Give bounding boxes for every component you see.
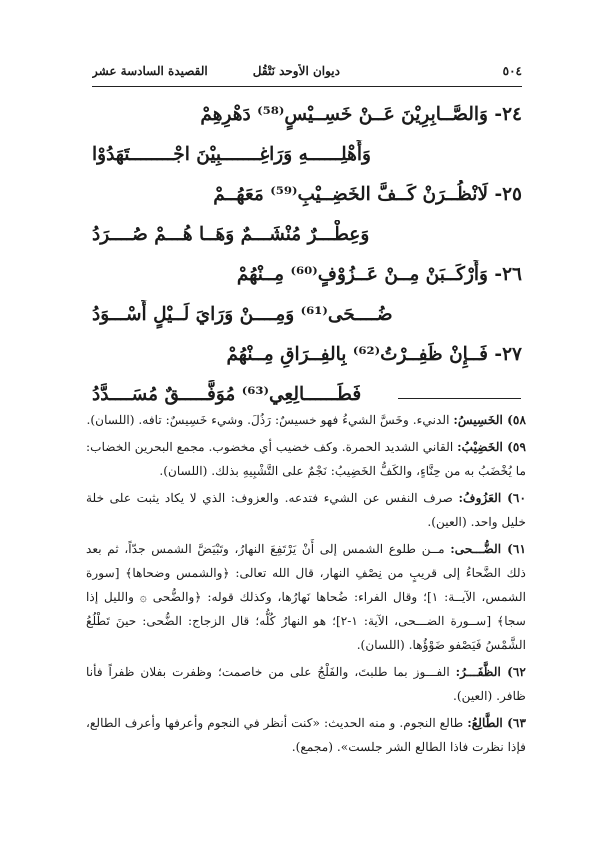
footnote-term: ٥٨) الخَسِيسُ: <box>453 413 526 427</box>
footnote-62 <box>86 660 526 708</box>
section-title: القصيدة السادسة عشر <box>92 64 208 78</box>
verse-text: فَطَــــــالِعِي⁽⁶³⁾ مُوَفَّـــــقٌ مُسَــــدَّدُ <box>92 384 362 405</box>
verse-25-first-hemistich <box>92 180 522 216</box>
footnote-61 <box>86 537 526 657</box>
header-rule <box>92 86 522 87</box>
footnote-text: طالع النجوم. و منه الحديث: «كنت أنظر في النجوم وأعرفها وأعرف الطالع، فإذا نظرت فاذا الطالع الشر جلست». (مجمع). <box>86 716 526 754</box>
verse-25-second-hemistich <box>92 220 522 256</box>
poem-verses <box>92 100 522 420</box>
footnote-text: مــن طلوع الشمس إلى أَنْ يَرْتَفِعَ النهارُ، وتَبْيَضَّ الشمس جدّاً، ثم بعد ذلك الضَّحاءُ إلى قريبٍ من نِصْفِ النهار، قال الله تعالى: ﴿والشمس وضحاها﴾ [سورة الشمس، الآيــة: ١]؛ وقال الفراء: ضُحاها نَهارُها، وكذلك قوله: ﴿والضُّحى ۞ والليل إذا سجا﴾ [ســورة الضـــحى، الآية: ١-٢]؛ هو النهارُ كُلُّه؛ قال الزجاج: الضُّحى: حينَ تَطْلُعُ الشَّمْسُ فَيَصْفو ضَوْؤُها. (اللسان). <box>86 542 526 652</box>
page-header <box>92 64 522 82</box>
footnotes <box>86 408 526 762</box>
verse-text: ٢٤- وَالصَّــابِرِيْنَ عَــنْ خَسِــيْسٍ⁽⁵⁸⁾ دَهْرِهِمْ <box>200 104 522 125</box>
verse-26-first-hemistich <box>92 260 522 296</box>
verse-24-first-hemistich <box>92 100 522 136</box>
footnote-term: ٦٠) العَزُوفُ: <box>458 491 526 505</box>
verse-text: وَعِطْـــرٌ مُنْشَـــمٌ وَهَــا هُـــمْ صُــــرَدُ <box>92 224 370 245</box>
footnote-term: ٦٢) الظَّفَـــرُ: <box>455 665 526 679</box>
footnote-term: ٦١) الضُّـــحى: <box>450 542 526 556</box>
footnote-text: الفـــوز بما طلبتَ، والفَلْجُ على من خاصمت؛ وظفرت بفلان ظفراً فأنا ظافر. (العين). <box>86 665 526 703</box>
footnote-58 <box>86 408 526 432</box>
footnote-text: القاني الشديد الحمرة. وكف خضيب أي مخضوب. مجمع البحرين الخضاب: ما يُخْضَبُ به من حِنَّاءٍ، والكَفُّ الخَضِيبُ: نَجْمٌ على التَّشْبِيهِ بذلك. (اللسان). <box>86 440 526 478</box>
verse-26-second-hemistich <box>92 300 522 336</box>
verse-text: ٢٥- لَانْظُــرَنْ كَــفَّ الخَضِــيْبِ⁽⁵⁹⁾ مَعَهُــمْ <box>213 184 522 205</box>
footnote-term: ٦٣) الطَّالِعُ: <box>467 716 526 730</box>
footnote-term: ٥٩) الخَضِيْبُ: <box>457 440 526 454</box>
footnote-text: صرف النفس عن الشيء فتدعه. والعزوف: الذي لا يكاد يثبت على خلة خليل واحد. (العين). <box>86 491 526 529</box>
book-title: ديوان الأوحد نَتْقُل <box>252 64 340 78</box>
verse-text: وَأَهْلِــــــهِ وَرَاغِـــــــبِيْنَ اجْــــــــتَهَدُوْا <box>92 144 371 165</box>
verse-text: ضُــــحَى⁽⁶¹⁾ وَمِــــنْ وَرَايَ لَــيْلٍ أَسْـــوَدُ <box>92 304 393 325</box>
footnote-60 <box>86 486 526 534</box>
verse-text: ٢٦- وَأَرْكَــبَنْ مِــنْ عَــزُوْفٍ⁽⁶⁰⁾ مِــنْهُمْ <box>236 264 522 285</box>
footnote-separator <box>398 398 521 399</box>
verse-text: ٢٧- فَــإِنْ ظَفِــرْتُ⁽⁶²⁾ بِالفِــرَاقِ مِــنْهُمْ <box>226 344 522 365</box>
footnote-59 <box>86 435 526 483</box>
page-number: ٥٠٤ <box>502 64 522 78</box>
footnote-text: الدنيء. وخَسَّ الشيءُ فهو خسيسٌ: رَذُلَ. وشيء خَسِيسٌ: تافه. (اللسان). <box>86 413 454 427</box>
verse-24-second-hemistich <box>92 140 522 176</box>
verse-27-first-hemistich <box>92 340 522 376</box>
footnote-63 <box>86 711 526 759</box>
